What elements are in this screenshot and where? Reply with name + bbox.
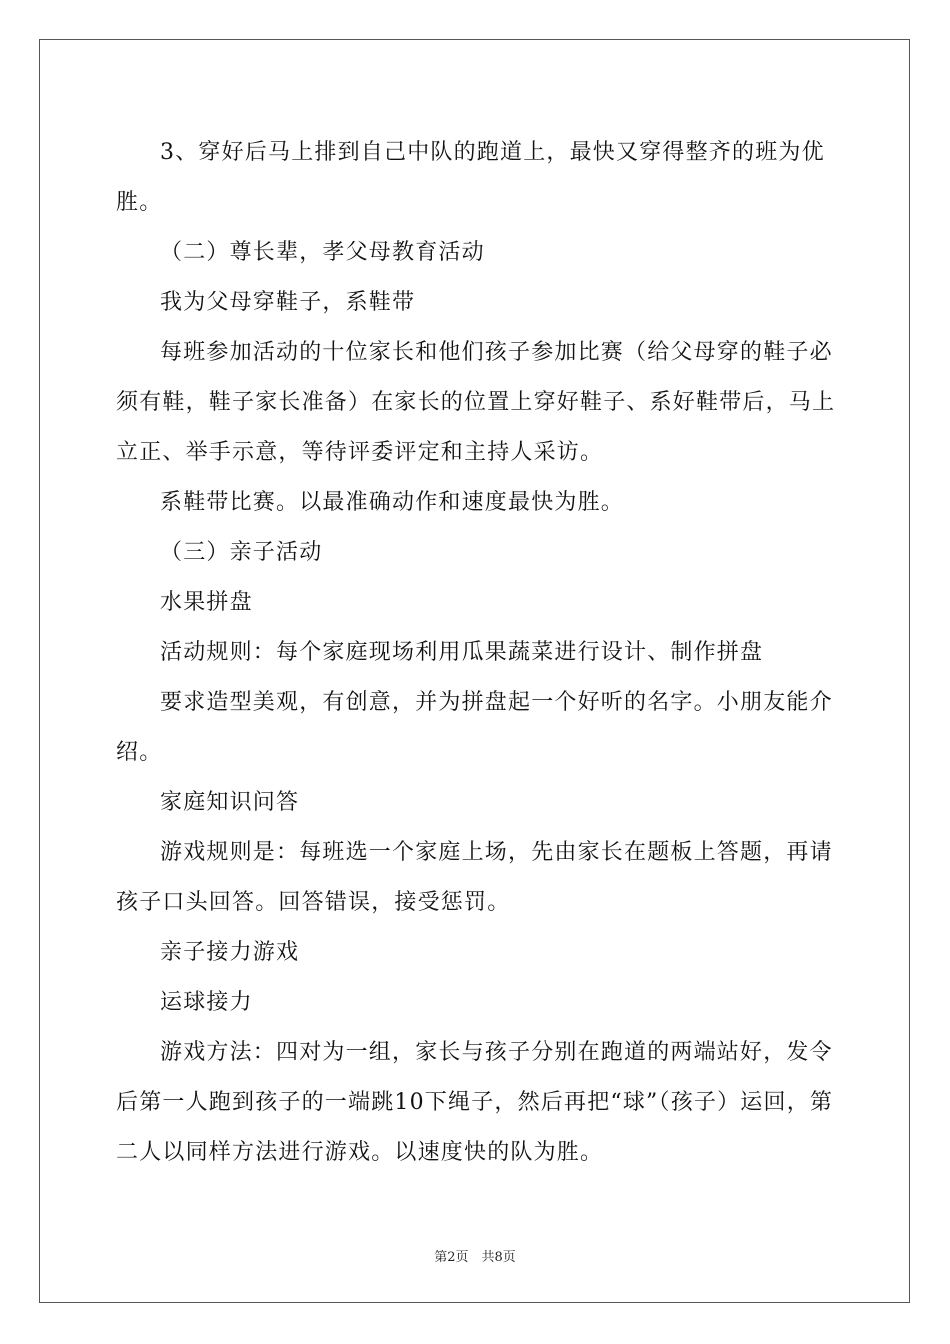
activity-title: 水果拼盘 [160, 590, 253, 615]
document-body [116, 128, 840, 1178]
paragraph: 3、穿好后马上排到自己中队的跑道上，最快又穿得整齐的班为优胜。 [116, 140, 825, 215]
paragraph: 游戏方法：四对为一组，家长与孩子分别在跑道的两端站好，发令后第一人跑到孩子的一端跳10下绳子，然后再把“球”（孩子）运回，第二人以同样方法进行游戏。以速度快的队为胜。 [116, 1040, 834, 1165]
activity-title: 家庭知识问答 [160, 790, 300, 815]
page-footer [0, 1246, 950, 1265]
activity-title: 我为父母穿鞋子，系鞋带 [160, 290, 416, 315]
paragraph: 每班参加活动的十位家长和他们孩子参加比赛（给父母穿的鞋子必须有鞋，鞋子家长准备）在家长的位置上穿好鞋子、系好鞋带后，马上立正、举手示意，等待评委评定和主持人采访。 [116, 340, 836, 465]
paragraph: 游戏规则是：每班选一个家庭上场，先由家长在题板上答题，再请孩子口头回答。回答错误，接受惩罚。 [116, 840, 833, 915]
section-heading: （三）亲子活动 [160, 540, 323, 565]
page-number: 第2页 共8页 [434, 1250, 516, 1265]
activity-title: 亲子接力游戏 [160, 940, 300, 965]
activity-title: 运球接力 [160, 990, 253, 1015]
section-heading: （二）尊长辈，孝父母教育活动 [160, 240, 485, 265]
paragraph: 系鞋带比赛。以最准确动作和速度最快为胜。 [160, 490, 625, 515]
paragraph: 要求造型美观，有创意，并为拼盘起一个好听的名字。小朋友能介绍。 [116, 690, 833, 765]
paragraph: 活动规则：每个家庭现场利用瓜果蔬菜进行设计、制作拼盘 [160, 640, 764, 665]
